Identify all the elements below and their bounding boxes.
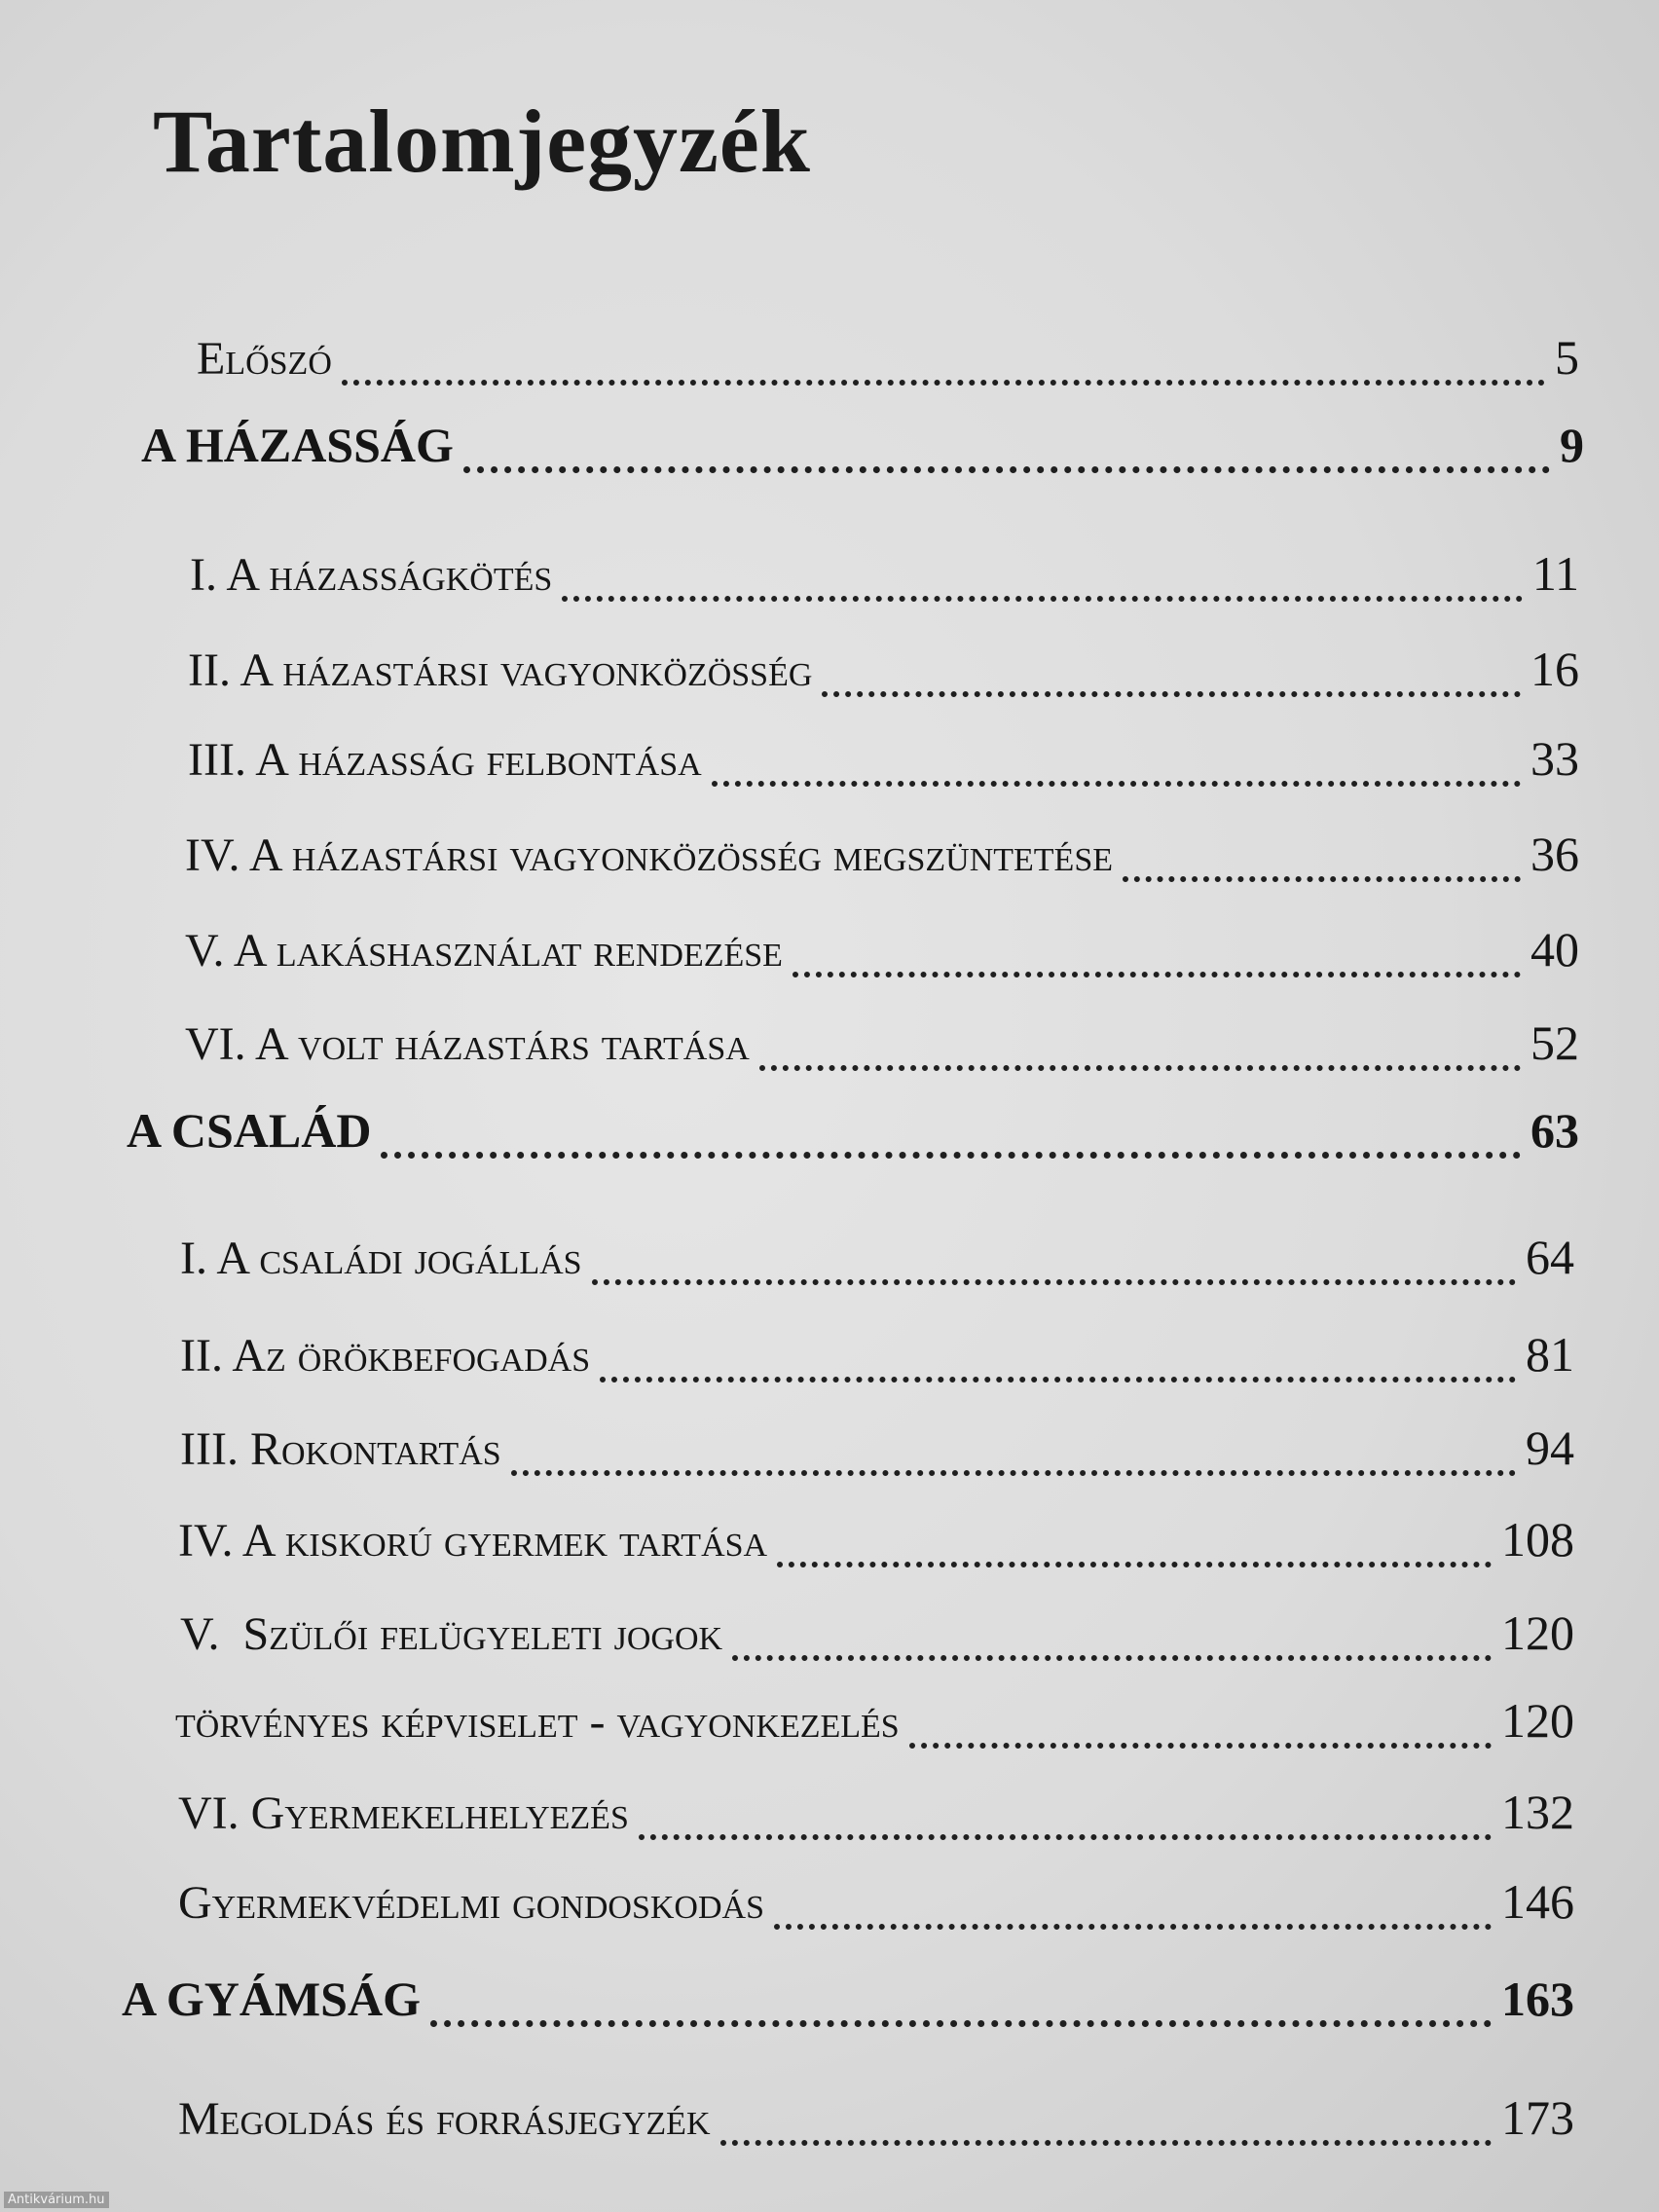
dot-leader	[381, 1152, 1521, 1159]
toc-label: A GYÁMSÁG	[122, 1972, 421, 2026]
toc-row-felbontas	[188, 730, 1579, 798]
toc-row-szuloi-felugyelet	[180, 1604, 1574, 1673]
toc-label: III. A házasság felbontása	[188, 734, 702, 786]
toc-page-number: 33	[1530, 731, 1579, 786]
toc-row-tartasa	[185, 1014, 1579, 1083]
toc-row-kiskoru	[178, 1511, 1574, 1579]
toc-page-number: 36	[1530, 827, 1579, 881]
dot-leader	[732, 1655, 1492, 1661]
dot-leader	[600, 1377, 1516, 1382]
dot-leader	[822, 691, 1521, 697]
dot-leader	[562, 596, 1523, 602]
watermark: Antikvárium.hu	[4, 2192, 109, 2208]
toc-label: II. Az örökbefogadás	[180, 1330, 591, 1382]
toc-page-number: 52	[1530, 1015, 1579, 1070]
toc-page-number: 163	[1501, 1972, 1574, 2026]
toc-page-number: 132	[1501, 1785, 1574, 1839]
toc-row-orokbefogadas	[180, 1326, 1574, 1394]
toc-label: VI. A volt házastárs tartása	[185, 1018, 750, 1070]
toc-label: VI. Gyermekelhelyezés	[178, 1788, 629, 1839]
toc-page-number: 16	[1530, 642, 1579, 696]
toc-row-megoldas	[178, 2089, 1574, 2157]
dot-leader	[793, 972, 1521, 977]
toc-section-csalad	[127, 1102, 1579, 1170]
toc-label: V. Szülői felügyeleti jogok	[180, 1608, 723, 1660]
toc-label: V. A lakáshasználat rendezése	[185, 925, 783, 977]
toc-label: A CSALÁD	[127, 1103, 372, 1158]
dot-leader	[720, 2140, 1493, 2146]
toc-row-torvenyes-kepviselet	[175, 1692, 1574, 1760]
dot-leader	[463, 466, 1550, 473]
dot-leader	[430, 2020, 1492, 2027]
toc-page-number: 146	[1501, 1874, 1574, 1929]
toc-page-number: 81	[1526, 1327, 1574, 1382]
toc-page-number: 64	[1526, 1230, 1574, 1284]
dot-leader	[774, 1924, 1492, 1930]
dot-leader	[592, 1279, 1516, 1285]
toc-page-number: 173	[1501, 2090, 1574, 2145]
toc-row-vagyonkozosseg	[188, 641, 1579, 709]
toc-page-number: 108	[1501, 1512, 1574, 1567]
toc-row-megszuntetese	[185, 826, 1579, 894]
toc-row-lakashasznalat	[185, 921, 1579, 989]
dot-leader	[777, 1562, 1492, 1567]
dot-leader	[342, 380, 1545, 386]
dot-leader	[639, 1834, 1492, 1840]
toc-row-gyermekvedelmi	[178, 1873, 1574, 1941]
dot-leader	[712, 781, 1521, 787]
toc-row-gyermekelhelyezes	[178, 1784, 1574, 1852]
toc-page-number: 94	[1526, 1420, 1574, 1475]
toc-page-number: 9	[1560, 418, 1584, 472]
toc-label: A HÁZASSÁG	[141, 418, 454, 472]
toc-label: Előszó	[197, 333, 332, 385]
toc-label: III. Rokontartás	[180, 1423, 501, 1475]
toc-row-hazassagkotes	[190, 545, 1579, 613]
toc-label: IV. A házastársi vagyonközösség megszüntetése	[185, 830, 1113, 881]
dot-leader	[511, 1470, 1516, 1476]
toc-page-number: 11	[1531, 546, 1579, 601]
toc-label: II. A házastársi vagyonközösség	[188, 645, 813, 696]
toc-label: törvényes képviselet - vagyonkezelés	[175, 1696, 900, 1748]
toc-label: IV. A kiskorú gyermek tartása	[178, 1515, 768, 1567]
toc-row-eloszo	[197, 329, 1579, 397]
page-title: Tartalomjegyzék	[153, 92, 811, 191]
dot-leader	[759, 1065, 1521, 1071]
toc-label: I. A házasságkötés	[190, 549, 553, 601]
toc-section-gyamsag	[122, 1971, 1574, 2039]
toc-page-number: 5	[1555, 330, 1579, 385]
toc-row-rokontartas	[180, 1419, 1574, 1488]
toc-page-number: 120	[1501, 1693, 1574, 1748]
dot-leader	[1123, 876, 1521, 882]
toc-page-number: 120	[1501, 1605, 1574, 1660]
toc-page-number: 63	[1530, 1103, 1579, 1158]
toc-label: Gyermekvédelmi gondoskodás	[178, 1877, 764, 1929]
toc-label: Megoldás és forrásjegyzék	[178, 2093, 711, 2145]
toc-page-number: 40	[1530, 922, 1579, 977]
toc-section-hazassag	[141, 417, 1584, 485]
dot-leader	[909, 1743, 1492, 1749]
toc-row-csaladi-jogallas	[180, 1229, 1574, 1297]
toc-label: I. A családi jogállás	[180, 1233, 582, 1284]
